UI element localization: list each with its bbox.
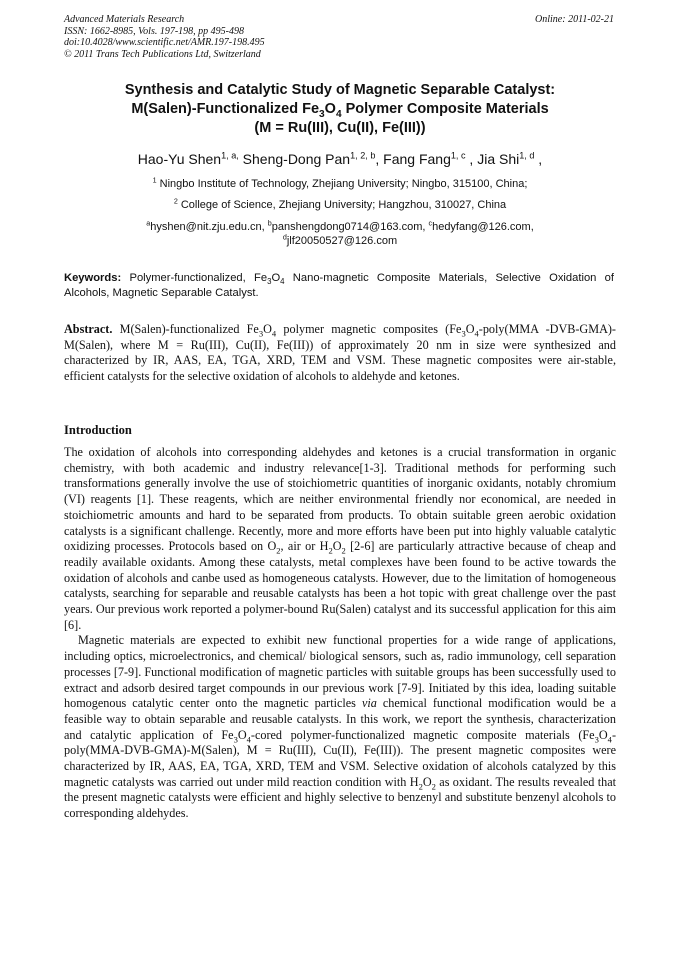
subscript: 4 (474, 328, 479, 339)
author-affil-sup: 1, c (450, 150, 466, 161)
subscript: 4 (271, 328, 277, 339)
affil-text: Ningbo Institute of Technology, Zhejiang University; Ningbo, 315100, China; (156, 178, 528, 190)
paragraph-text: , air or H (280, 539, 329, 554)
affil-sup: 2 (173, 197, 178, 206)
keywords-text: Polymer-functionalized, Fe (121, 272, 268, 284)
affil-sup: 1 (152, 176, 157, 185)
subscript: 2 (431, 781, 436, 792)
intro-paragraph-2 (64, 633, 616, 821)
author-name: Fang Fang (383, 151, 451, 167)
abstract-text: O (465, 322, 475, 336)
subscript: 2 (341, 545, 346, 556)
paragraph-text: The oxidation of alcohols into corresponding aldehydes and ketones is a crucial transformation in organic chemistry, with both academic and industry relevance[1-3]. Traditional methods for performing such transformations generally involve the use of stoichiometric quantities of inorganic oxidants, notably chromium (VI) reagents [1]. These reagents, which are neither environmental friendly nor economical, are needed in stoichiometric amounts and hard to be separated from products. To obtain suitable green aerobic oxidation catalysts is a significant challenge. Recently, more and more efforts have been put into highly valuable catalytic oxidizing processes. Protocols based on O (64, 445, 616, 554)
paragraph-text: Magnetic materials are expected to exhibit new functional properties for a wide range of applications, including optics, microelectronics, and chemical/ biological sensors, such as, radio immunology, cell separation processes [7-9]. Functional modification of magnetic particles with suitable groups has been successfully used to extract and adsorb desired target compounds in our previous work [7-9]. Initiated by this idea, loading suitable homogenous catalytic center onto the magnetic particles (64, 633, 616, 711)
abstract-text: -poly(MMA -DVB-GMA)-M(Salen), where M = Ru(III), Cu(II), Fe(III)) of approximately 20 nm in size were synthesized and characterized by IR, AAS, EA, TGA, XRD, TEM and VSM. These magnetic composites were air-stable, efficient catalysts for the selective oxidation of alcohols to aldehyde and ketones. (64, 322, 616, 384)
introduction-body (64, 445, 616, 822)
subscript: 4 (607, 734, 612, 745)
author-list (64, 150, 616, 168)
author-name: Hao-Yu Shen (137, 151, 222, 167)
author-affil-sup: 1, 2, b (350, 150, 376, 161)
journal-header (64, 14, 616, 60)
email-address: hedyfang@126.com, (432, 221, 534, 233)
subscript: 3 (461, 328, 466, 339)
subscript: 3 (319, 108, 325, 120)
author-separator: , (375, 151, 384, 167)
paragraph-text: O (598, 727, 608, 742)
paragraph-text: O (237, 727, 247, 742)
abstract-text: M(Salen)-functionalized Fe (112, 322, 259, 336)
abstract-text: O (263, 322, 272, 336)
copyright-line: © 2011 Trans Tech Publications Ltd, Switzerland (64, 48, 261, 60)
email-sup: b (267, 219, 272, 228)
paragraph-text: as oxidant. The results revealed that the present magnetic catalysts were efficient and highly selective to benzenyl and substitute benzenyl alcohols to corresponding aldehydes. (64, 774, 616, 821)
author-affil-sup: 1, d (519, 150, 535, 161)
paper-title (64, 81, 616, 138)
title-line-1: Synthesis and Catalytic Study of Magnetic Separable Catalyst: (124, 82, 556, 98)
abstract-label: Abstract. (64, 322, 113, 336)
subscript: 3 (258, 328, 264, 339)
title-line-2 (64, 100, 616, 119)
author-affil-sup: 1, a, (221, 150, 239, 161)
author-separator: , (534, 151, 543, 167)
journal-name: Advanced Materials Research (64, 14, 185, 25)
subscript: 4 (280, 277, 285, 287)
issn-line: ISSN: 1662-8985, Vols. 197-198, pp 495-498 (64, 25, 244, 37)
author-separator: , (465, 151, 478, 167)
online-date: Online: 2011-02-21 (535, 14, 614, 25)
email-list-2 (64, 234, 616, 248)
abstract-text: polymer magnetic composites (Fe (276, 322, 462, 336)
subscript: 4 (246, 734, 251, 745)
italic-text: via (361, 696, 377, 711)
email-sup: c (428, 219, 433, 228)
email-list (64, 220, 616, 234)
paragraph-text: -poly(MMA-DVB-GMA)-M(Salen), M = Ru(III), Cu(II), Fe(III)). The present magnetic composites were characterized by IR, AAS, EA, TGA, XRD, TEM and VSM. Selective oxidation of alcohols catalyzed by this magnetic catalysts was carried out under mild reaction condition with H (64, 727, 616, 789)
paragraph-text: O (332, 539, 342, 554)
subscript: 2 (328, 545, 333, 556)
title-line-3: (M = Ru(III), Cu(II), Fe(III)) (254, 120, 426, 136)
keywords (64, 271, 614, 300)
section-heading-introduction: Introduction (64, 423, 132, 437)
paragraph-text: [2-6] are particularly attractive because of cheap and readily available oxidants. Among these catalysts, metal complexes have been found to be active towards the oxidation of alcohols and canbe used as homogeneous catalysts. However, due to the limitation of homogeneous catalysts, searching for separable and reusable catalysts has been a hot topic with great challenge over the past years. Our previous work reported a polymer-bound Ru(Salen) catalyst and its successful application for this aim [6]. (64, 539, 616, 632)
paragraph-text: chemical functional modification would be a feasible way to obtain separable and reusable catalysts. In this work, we report the synthesis, characterization and catalytic application of Fe (64, 696, 616, 742)
email-sup: d (282, 233, 287, 242)
title-text: M(Salen)-Functionalized Fe (131, 101, 320, 117)
keywords-text: O (271, 272, 281, 284)
affiliation-2 (64, 198, 616, 212)
affiliation-1 (64, 177, 616, 191)
subscript: 2 (418, 781, 423, 792)
subscript: 3 (594, 734, 599, 745)
affil-text: College of Science, Zhejiang University; Hangzhou, 310027, China (177, 199, 507, 211)
email-sup: a (146, 219, 151, 228)
author-name: Sheng-Dong Pan (242, 151, 351, 167)
title-text: O (324, 101, 336, 117)
paragraph-text: O (422, 774, 432, 789)
email-address: panshengdong0714@163.com, (271, 221, 429, 233)
intro-paragraph-1 (64, 445, 616, 633)
keywords-label: Keywords: (64, 272, 122, 284)
email-address: jlf20050527@126.com (286, 235, 398, 247)
abstract (64, 322, 616, 385)
title-text: Polymer Composite Materials (341, 101, 549, 117)
subscript: 3 (267, 277, 272, 287)
doi-line: doi:10.4028/www.scientific.net/AMR.197-198.495 (64, 37, 265, 48)
keywords-text: Nano-magnetic Composite Materials, Selective Oxidation of Alcohols, Magnetic Separable Catalyst. (64, 272, 614, 299)
subscript: 4 (335, 108, 342, 120)
author-name: Jia Shi (477, 151, 520, 167)
email-address: hyshen@nit.zju.edu.cn, (150, 221, 268, 233)
paragraph-text: -cored polymer-functionalized magnetic composite materials (Fe (250, 727, 595, 742)
subscript: 2 (276, 545, 281, 556)
subscript: 3 (233, 734, 238, 745)
